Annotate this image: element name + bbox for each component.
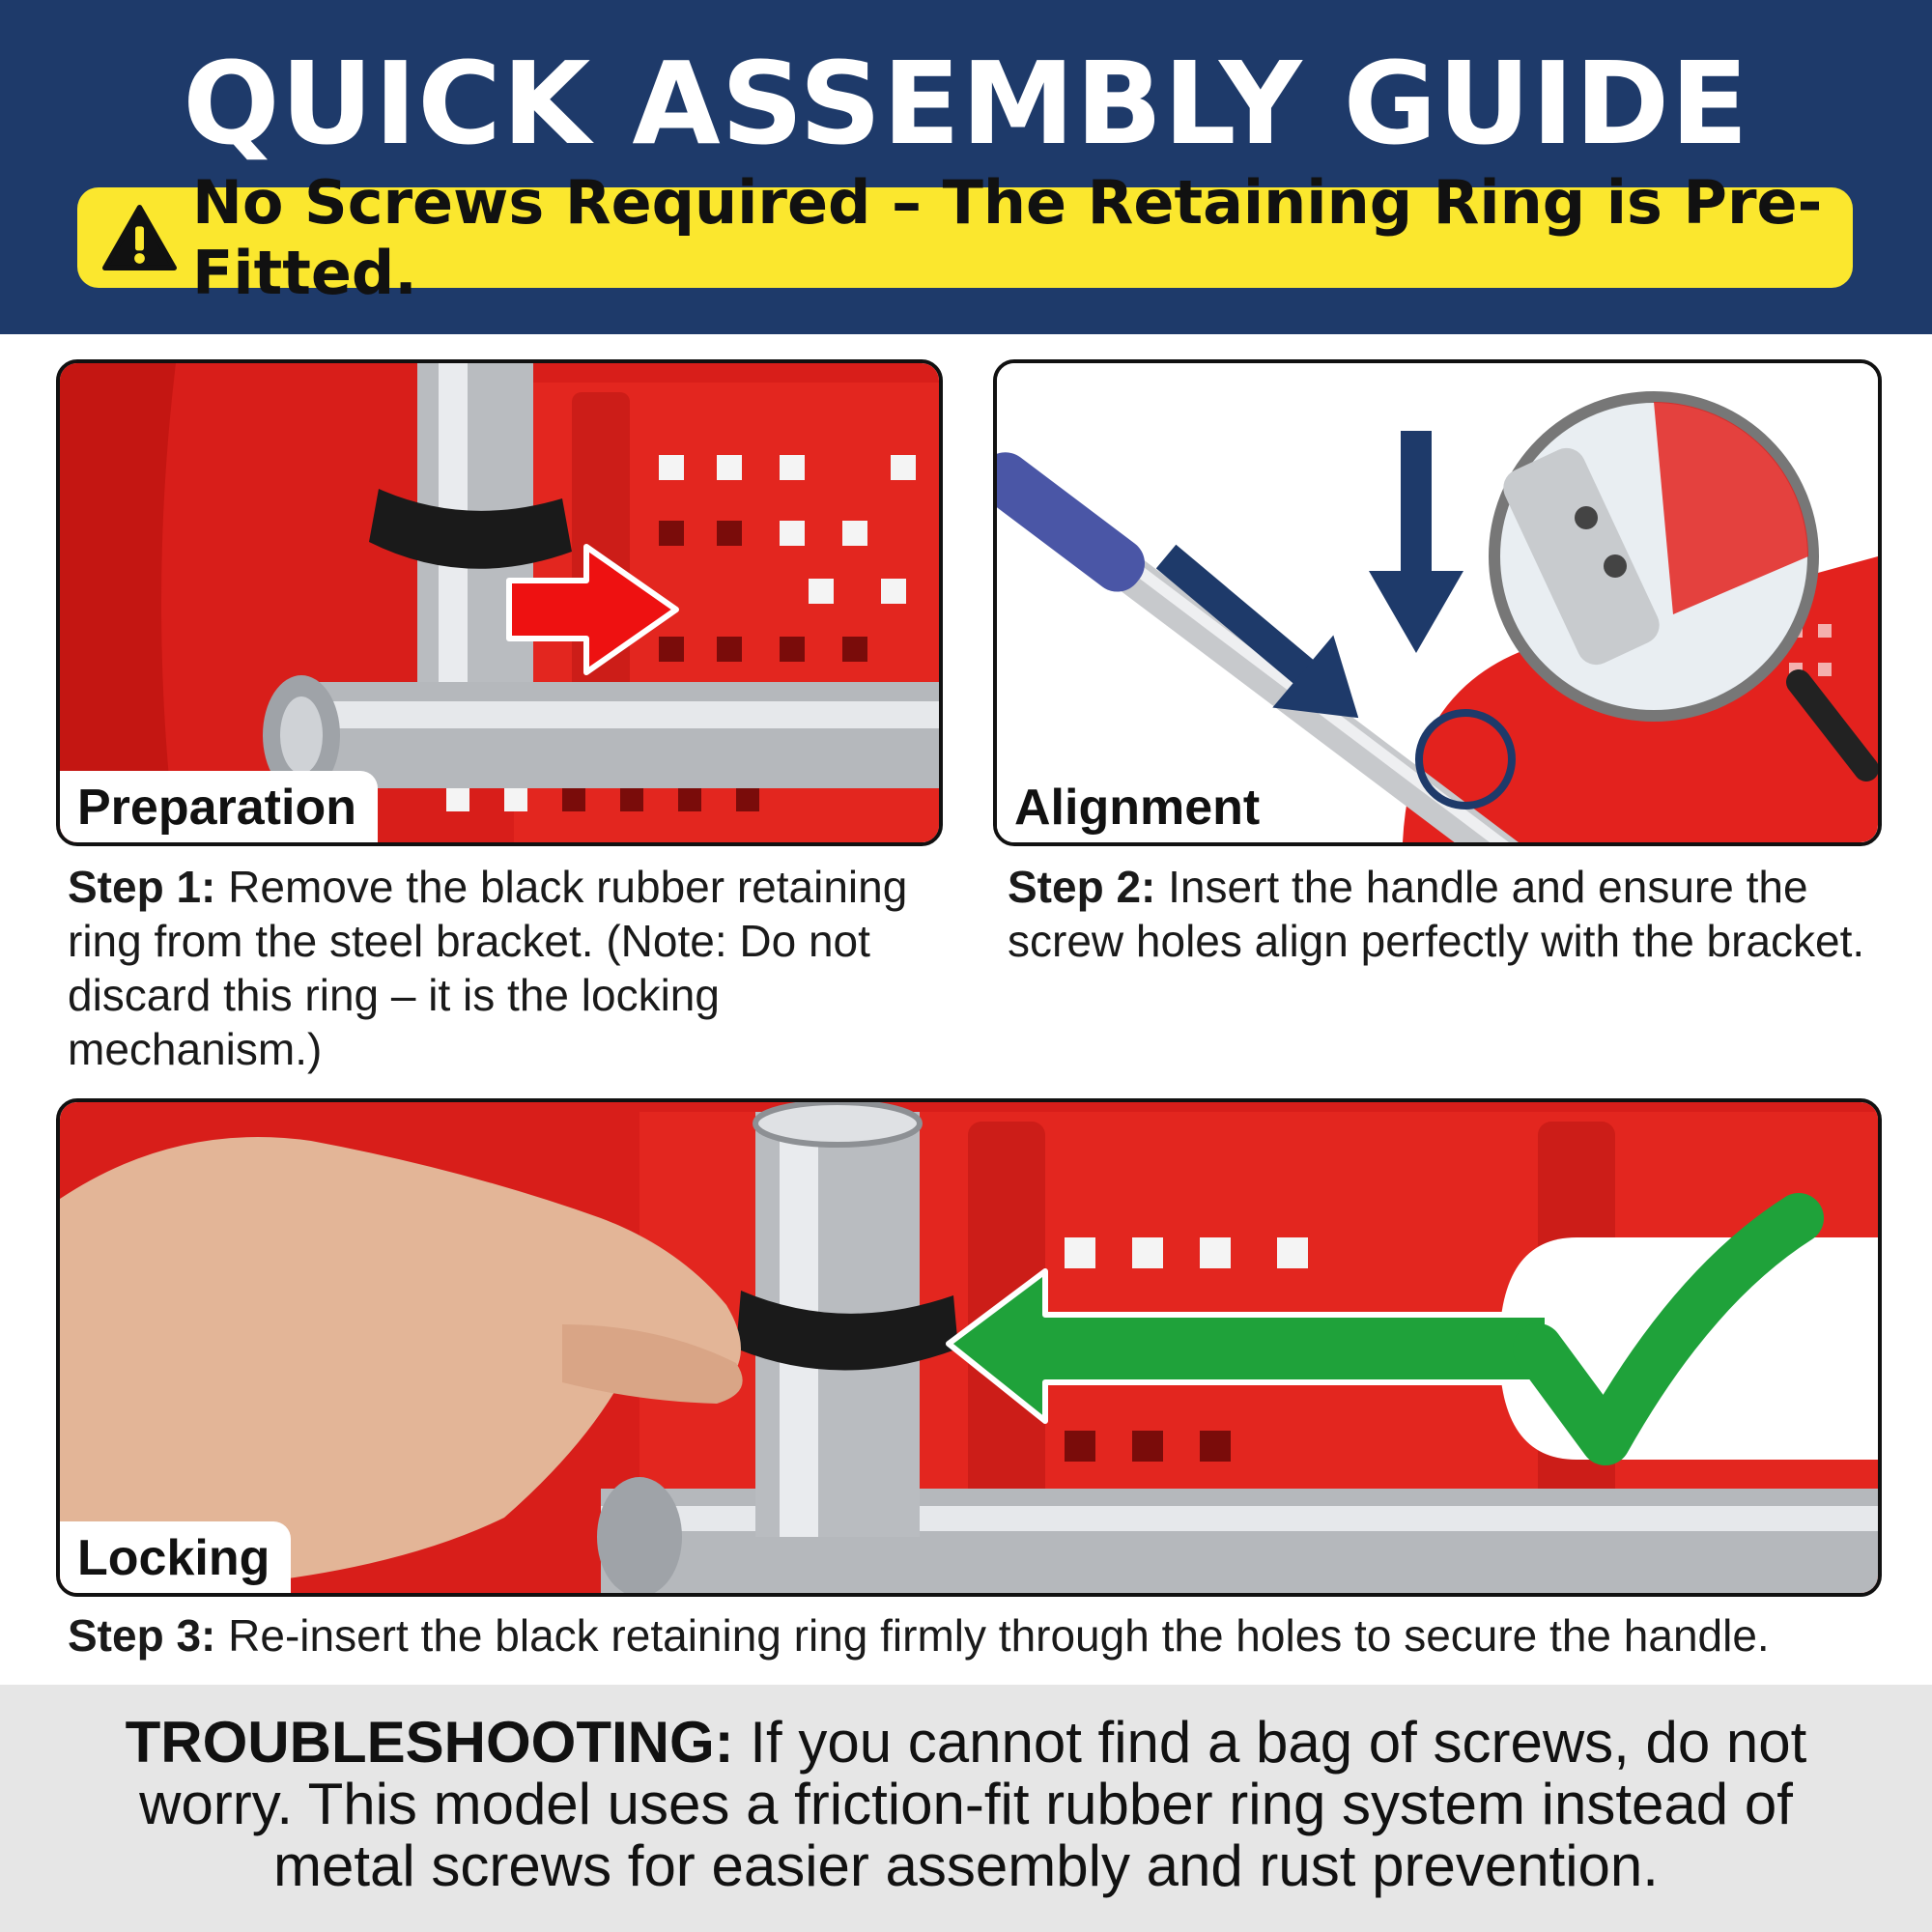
alignment-panel — [993, 359, 1882, 846]
preparation-label: Preparation — [60, 771, 378, 842]
step-3-body: Re-insert the black retaining ring firmly through the holes to secure the handle. — [215, 1610, 1770, 1661]
troubleshooting-body: If you cannot find a bag of screws, do not worry. This model uses a friction-fit rubber ring system instead of metal screws for easier assembly and rust prevention. — [139, 1710, 1807, 1898]
warning-text: No Screws Required – The Retaining Ring is Pre-Fitted. — [191, 167, 1823, 308]
page-title: QUICK ASSEMBLY GUIDE — [183, 37, 1749, 170]
step-2-text — [1008, 860, 1877, 968]
step-2-body: Insert the handle and ensure the screw holes align perfectly with the bracket. — [1008, 862, 1865, 966]
step-3-label: Step 3: — [68, 1610, 216, 1661]
warning-banner — [77, 167, 1853, 308]
step-1-body: Remove the black rubber retaining ring from the steel bracket. (Note: Do not discard this ring – it is the locking mechanism.) — [68, 862, 908, 1074]
troubleshooting-label: TROUBLESHOOTING: — [125, 1710, 734, 1775]
step-1-text — [68, 860, 937, 1076]
troubleshooting-section — [0, 1685, 1932, 1932]
locking-label: Locking — [60, 1521, 291, 1593]
locking-panel — [56, 1098, 1882, 1597]
warning-icon — [102, 200, 177, 275]
troubleshooting-text — [97, 1712, 1835, 1897]
step-1-label: Step 1: — [68, 862, 216, 912]
preparation-panel — [56, 359, 943, 846]
alignment-label: Alignment — [997, 771, 1281, 842]
step-2-label: Step 2: — [1008, 862, 1156, 912]
header-banner — [0, 0, 1932, 334]
locking-photo — [60, 1102, 1878, 1593]
step-3-text — [68, 1608, 1884, 1662]
